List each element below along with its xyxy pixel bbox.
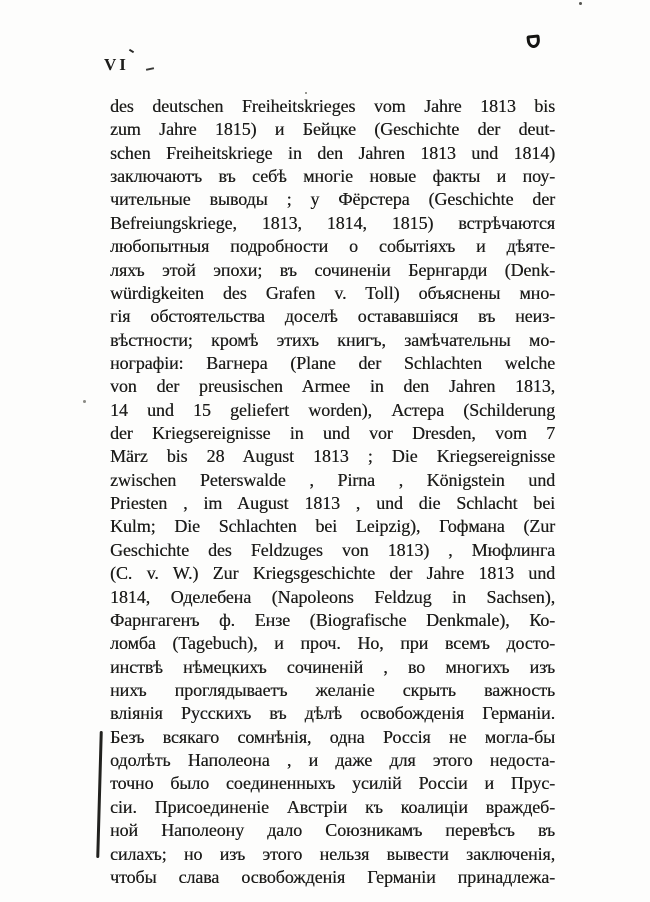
ink-speck — [579, 2, 582, 5]
text-line: ной Наполеону дало Союзникамъ перевѣсъ въ — [110, 820, 555, 841]
text-line: гія обстоятельства доселѣ остававшіяся въ неиз- — [110, 306, 555, 327]
text-line: заключаютъ въ себѣ многіе новые факты и поу- — [110, 166, 555, 187]
text-line: инствѣ нѣмецкихъ сочиненій , во многихъ изъ — [110, 656, 555, 677]
body-text-block — [110, 95, 555, 889]
scan-accent-mark — [129, 49, 134, 53]
text-line: Безъ всякаго сомнѣнія, одна Россія не могла-бы — [110, 726, 555, 747]
text-line: zwischen Peterswalde , Pirna , Königstein und — [110, 469, 555, 490]
text-line: ломба (Tagebuch), и проч. Но, при всемъ досто- — [110, 633, 555, 654]
text-line: Befreiungskriege, 1813, 1814, 1815) встрѣчаются — [110, 212, 555, 233]
text-line: 1814, Оделебена (Napoleons Feldzug in Sachsen), — [110, 586, 555, 607]
text-line: ляхъ этой эпохи; въ сочиненіи Бернгарди (Denk- — [110, 259, 555, 280]
text-line: любопытныя подробности о событіяхъ и дѣяте- — [110, 236, 555, 257]
text-line: Фарнгагенъ ф. Ензе (Biografische Denkmale), Ко- — [110, 609, 555, 630]
text-line: одолѣть Наполеона , и даже для этого недоста- — [110, 750, 555, 771]
text-line: schen Freiheitskriege in den Jahren 1813 und 1814) — [110, 142, 555, 163]
text-line: точно было соединенныхъ усилій Россіи и Прус- — [110, 773, 555, 794]
ink-speck — [305, 92, 307, 94]
text-line: (C. v. W.) Zur Kriegsgeschichte der Jahre 1813 und — [110, 563, 555, 584]
text-line: Geschichte des Feldzuges von 1813) , Мюфлинга — [110, 539, 555, 560]
text-line: von der preusischen Armee in den Jahren 1813, — [110, 376, 555, 397]
text-line: 14 und 15 geliefert worden), Астера (Schilderung — [110, 399, 555, 420]
text-line: силахъ; но изъ этого нельзя вывести заключенія, — [110, 843, 555, 864]
text-line: вѣстности; кромѣ этихъ книгъ, замѣчательны мо- — [110, 329, 555, 350]
ink-blot-mark — [526, 34, 540, 48]
text-line: zum Jahre 1815) и Бейцке (Geschichte der deut- — [110, 119, 555, 140]
page-number: VI — [104, 55, 129, 74]
text-line: нихъ проглядываетъ желаніе скрыть важность — [110, 679, 555, 700]
margin-pencil-line — [96, 731, 102, 858]
text-line: чтобы слава освобожденія Германіи принадлежа- — [110, 866, 555, 887]
scan-dash-mark — [146, 67, 154, 71]
text-line: Kulm; Die Schlachten bei Leipzig), Гофмана (Zur — [110, 516, 555, 537]
text-line: März bis 28 August 1813 ; Die Kriegsereignisse — [110, 446, 555, 467]
text-line: würdigkeiten des Grafen v. Toll) объяснены мно- — [110, 282, 555, 303]
text-line: чительные выводы ; у Фёрстера (Geschichte der — [110, 189, 555, 210]
text-line: des deutschen Freiheitskrieges vom Jahre 1813 bis — [110, 96, 555, 116]
text-line: нографіи: Вагнера (Plane der Schlachten welche — [110, 352, 555, 373]
text-line: сіи. Присоединеніе Австріи къ коалиціи враждеб- — [110, 796, 555, 817]
text-line: вліянія Русскихъ въ дѣлѣ освобожденія Германіи. — [110, 703, 555, 724]
text-line: der Kriegsereignisse in und vor Dresden, vom 7 — [110, 423, 555, 444]
ink-speck — [83, 400, 86, 403]
text-line: Priesten , im August 1813 , und die Schlacht bei — [110, 493, 555, 514]
